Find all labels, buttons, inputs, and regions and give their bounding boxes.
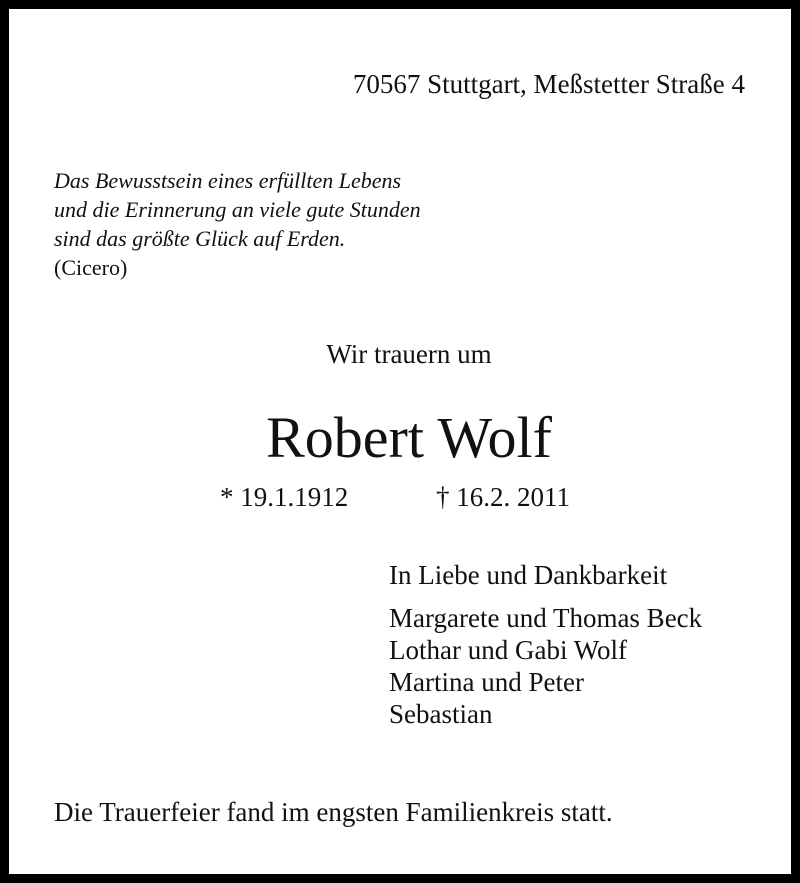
quote-line: Das Bewusstsein eines erfüllten Lebens (54, 168, 402, 193)
birth-date: * 19.1.1912 (220, 482, 349, 512)
mourner: Martina und Peter (389, 667, 584, 697)
quote-line: und die Erinnerung an viele gute Stunden (54, 197, 421, 222)
mourner: Margarete und Thomas Beck (389, 603, 703, 633)
mourner: Lothar und Gabi Wolf (389, 635, 628, 665)
funeral-note: Die Trauerfeier fand im engsten Familienkreis statt. (54, 797, 613, 827)
mourner: Sebastian (389, 699, 493, 729)
quote-line: sind das größte Glück auf Erden. (54, 226, 346, 251)
quote-block (54, 166, 421, 282)
address: 70567 Stuttgart, Meßstetter Straße 4 (352, 69, 745, 99)
closing-line: In Liebe und Dankbarkeit (389, 560, 668, 590)
deceased-name: Robert Wolf (266, 405, 552, 470)
death-date: † 16.2. 2011 (436, 482, 570, 512)
quote-source: (Cicero) (54, 255, 128, 280)
mourners-list (389, 602, 702, 730)
mourning-line: Wir trauern um (326, 339, 492, 369)
